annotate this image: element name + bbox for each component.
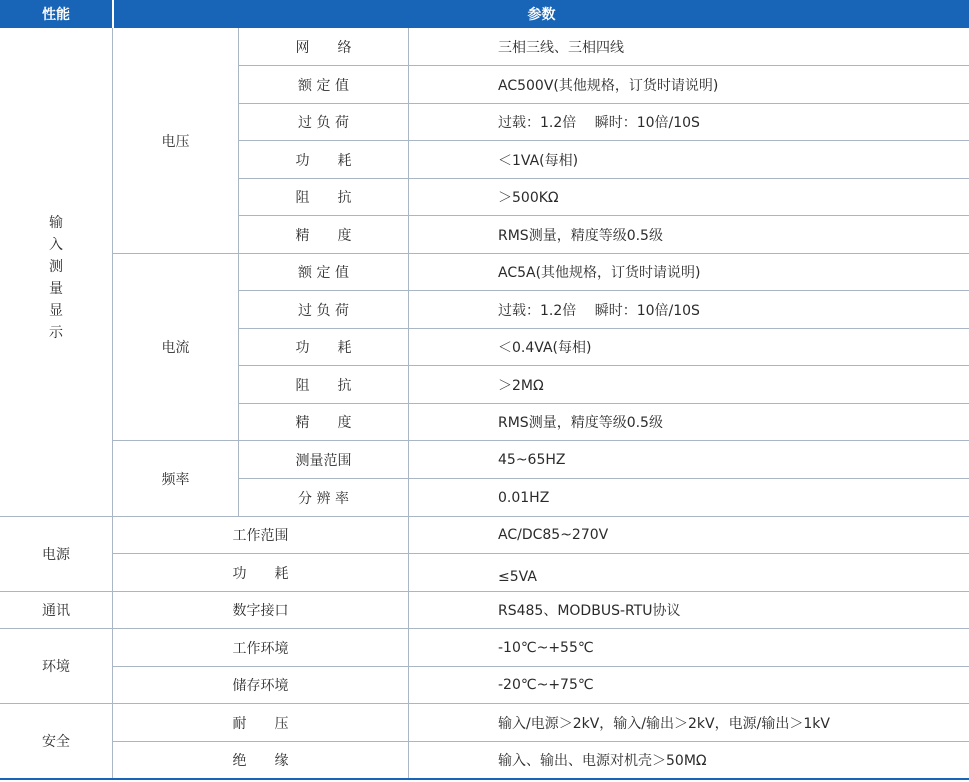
safety-label: 安全 (42, 734, 70, 750)
env-operating-value: -10℃~+55℃ (498, 639, 594, 656)
voltage-rated-name: 额 定 值 (298, 77, 349, 94)
env-operating-name: 工作环境 (232, 640, 289, 657)
frequency-resolution-name: 分 辨 率 (298, 490, 349, 507)
power-consumption-name: 功 耗 (232, 565, 289, 582)
power-range-value: AC/DC85~270V (498, 527, 609, 543)
voltage-label: 电压 (161, 133, 190, 150)
current-rated-value: AC5A(其他规格，订货时请说明) (498, 265, 701, 281)
power-range-name: 工作范围 (232, 528, 289, 544)
current-accuracy-name: 精 度 (295, 415, 352, 431)
env-storage-value: -20℃~+75℃ (498, 677, 594, 693)
environment-label: 环境 (42, 659, 70, 675)
current-overload-name: 过 负 荷 (298, 302, 349, 319)
comm-interface-name: 数字接口 (232, 603, 289, 619)
current-rated-name: 额 定 值 (298, 265, 349, 281)
header-parameters: 参数 (114, 0, 969, 28)
voltage-accuracy-value: RMS测量，精度等级0.5级 (498, 227, 663, 244)
voltage-overload-value: 过载：1.2倍 瞬时：10倍/10S (498, 115, 700, 131)
voltage-rated-value: AC500V(其他规格，订货时请说明) (498, 77, 719, 94)
comm-interface-value: RS485、MODBUS-RTU协议 (498, 603, 681, 619)
frequency-range-value: 45~65HZ (498, 451, 566, 468)
frequency-resolution-value: 0.01HZ (498, 489, 550, 506)
current-impedance-value: ＞2MΩ (498, 377, 544, 394)
voltage-impedance-name: 阻 抗 (295, 190, 352, 206)
env-storage-name: 储存环境 (232, 678, 289, 694)
current-label: 电流 (161, 340, 190, 356)
frequency-range-name: 测量范围 (295, 452, 352, 469)
voltage-consumption-name: 功 耗 (295, 152, 352, 169)
frequency-label: 频率 (161, 471, 190, 488)
safety-withstand-value: 输入/电源＞2kV，输入/输出＞2kV，电源/输出＞1kV (498, 715, 830, 732)
voltage-network-name: 网 络 (295, 39, 352, 56)
current-consumption-name: 功 耗 (295, 340, 352, 356)
current-consumption-value: ＜0.4VA(每相) (498, 340, 592, 356)
voltage-network-value: 三相三线、三相四线 (498, 39, 624, 56)
voltage-impedance-value: ＞500KΩ (498, 190, 559, 206)
safety-withstand-name: 耐 压 (232, 715, 289, 732)
power-label: 电源 (42, 547, 70, 563)
current-impedance-name: 阻 抗 (295, 377, 352, 394)
voltage-overload-name: 过 负 荷 (298, 115, 349, 131)
current-accuracy-value: RMS测量，精度等级0.5级 (498, 415, 663, 431)
safety-insulation-value: 输入、输出、电源对机壳＞50MΩ (498, 753, 707, 769)
comm-label: 通讯 (42, 603, 70, 619)
input-measure-display-label: 输 入 测 量 显 示 (49, 215, 63, 341)
power-consumption-value: ≤5VA (498, 568, 537, 585)
header-performance: 性能 (0, 0, 112, 28)
safety-insulation-name: 绝 缘 (232, 753, 289, 769)
voltage-consumption-value: ＜1VA(每相) (498, 152, 579, 169)
current-overload-value: 过载：1.2倍 瞬时：10倍/10S (498, 302, 700, 319)
voltage-accuracy-name: 精 度 (295, 227, 352, 244)
